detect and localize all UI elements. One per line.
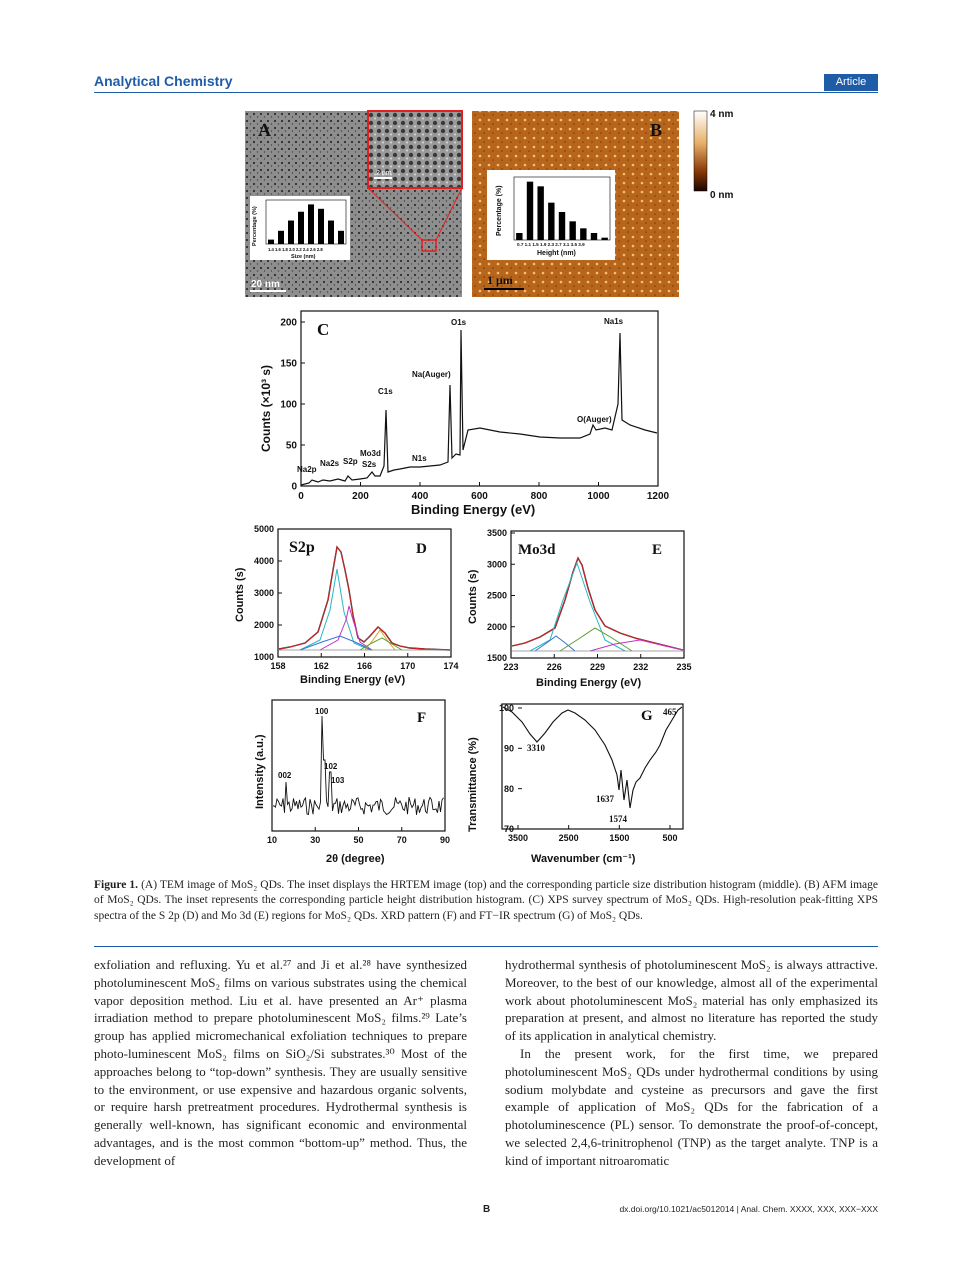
ftir-peak-465: 465 <box>663 707 677 717</box>
ftir-spectrum-line <box>503 707 682 808</box>
size-hist-bar <box>288 221 294 244</box>
y-tick-label: 150 <box>280 358 297 370</box>
body-paragraph: exfoliation and refluxing. Yu et al.²⁷ and Ji et al.²⁸ have synthesized photoluminescent MoS₂ films on various substrates using the chemical vapor deposition method. Liu et al. have presented an Ar⁺ plasma irradiation method to prepare photoluminescent MoS₂ films.²⁹ Late’s group has applied micromechanical exfoliation techniques to prepare photo-luminescent MoS₂ films on SiO₂/Si substrates.³⁰ Most of the approaches belong to “top-down” synthesis. They are usually sensitive to the environment, or use expensive and hazardous organic solvents, or require harsh pretreatment procedures. Hydrothermal synthesis is generally well-known, has significant economic and environmental advantages, and is the most common “bottom-up” method. Thus, the development of <box>94 957 467 1168</box>
x-tick-label: 232 <box>633 662 649 672</box>
size-hist-bar <box>298 212 304 244</box>
height-hist-bar <box>537 186 543 240</box>
x-tick-label: 0 <box>298 491 304 502</box>
caption-rule <box>94 946 878 947</box>
height-hist-bar <box>601 238 607 240</box>
journal-title: Analytical Chemistry <box>94 73 233 89</box>
xrd-peak-002: 002 <box>278 771 292 780</box>
article-type-badge: Article <box>824 74 878 91</box>
y-tick-label: 2000 <box>253 620 274 631</box>
y-tick-label: 3000 <box>486 559 507 570</box>
peak-na2s: Na2s <box>320 459 340 468</box>
x-tick-label: 166 <box>356 661 373 671</box>
panel-d-xlabel: Binding Energy (eV) <box>300 674 406 686</box>
colorbar-min: 0 nm <box>710 190 734 201</box>
x-tick-label: 1000 <box>587 491 610 502</box>
height-hist-bar <box>580 228 586 240</box>
body-paragraph: In the present work, for the first time, we prepared photoluminescent MoS₂ QDs under hydrothermal conditions by using sodium molybdate and cysteine as precursors and gave the first example of application of MoS₂ QDs for the fabrication of a photoluminescence (PL) sensor. To demonstrate the proof-of-concept, we selected 2,4,6-trinitrophenol (TNP) as the target analyte. TNP is a kind of important nitroaromatic <box>505 1045 878 1168</box>
colorbar-max: 4 nm <box>710 109 734 120</box>
height-hist-bar <box>548 203 554 240</box>
x-tick-label: 3500 <box>507 833 529 843</box>
y-tick-label: 80 <box>503 783 514 794</box>
figure-caption <box>94 878 878 924</box>
x-tick-label: 800 <box>530 491 548 502</box>
y-tick-label: 200 <box>280 317 297 329</box>
size-hist-bar <box>328 221 334 244</box>
y-tick-label: 50 <box>285 440 297 452</box>
height-hist-bar <box>516 233 522 240</box>
page-number: B <box>483 1204 491 1215</box>
size-hist-bar <box>308 204 314 244</box>
peak-o1s: O1s <box>451 318 467 327</box>
panel-a-letter: A <box>258 120 271 140</box>
height-hist-bar <box>591 233 597 240</box>
height-hist-bar <box>527 182 533 240</box>
x-tick-label: 30 <box>310 835 321 845</box>
peak-na2p: Na2p <box>297 465 317 474</box>
panel-f <box>254 700 450 865</box>
size-hist-ylabel: Percentage (%) <box>252 206 258 246</box>
x-tick-label: 223 <box>503 662 519 672</box>
peak-s2p: S2p <box>343 457 358 466</box>
size-hist-xlabel: Size (nm) <box>291 254 316 260</box>
panel-g-xlabel: Wavenumber (cm⁻¹) <box>531 853 636 865</box>
height-hist-cats: 0.7 1.1 1.5 1.9 2.3 2.7 3.1 3.5 3.9 <box>517 242 585 247</box>
body-paragraph: hydrothermal synthesis of photoluminescent MoS₂ is always attractive. Moreover, to the best of our knowledge, almost all of the experimental work about photoluminescent MoS₂ material has only emphasized its preparation at present, and almost no literature has reported the study of its application in analytical chemistry. <box>505 957 878 1044</box>
panel-e <box>467 528 692 689</box>
y-tick-label: 4000 <box>253 556 274 567</box>
x-tick-label: 200 <box>352 491 369 502</box>
y-tick-label: 70 <box>503 824 514 835</box>
panel-b-letter: B <box>650 120 663 140</box>
peak-na-auger: Na(Auger) <box>412 370 451 379</box>
x-tick-label: 10 <box>266 835 278 845</box>
y-tick-label: 0 <box>291 481 297 493</box>
footer-doi: dx.doi.org/10.1021/ac5012014 | Anal. Chem. XXXX, XXX, XXX−XXX <box>619 1204 878 1214</box>
y-tick-label: 3000 <box>253 588 274 599</box>
panel-c <box>259 311 670 517</box>
xrd-peak-100: 100 <box>315 707 329 716</box>
peak-c1s: C1s <box>378 387 393 396</box>
size-hist-bar <box>268 240 274 244</box>
peak-n1s: N1s <box>412 454 427 463</box>
x-tick-label: 174 <box>443 661 459 671</box>
size-hist-bar <box>318 209 324 244</box>
panel-g-ylabel: Transmittance (%) <box>467 737 479 832</box>
panel-f-xlabel: 2θ (degree) <box>326 853 385 865</box>
peak-mo3d: Mo3d <box>360 449 381 458</box>
panel-g <box>467 703 683 865</box>
body-right-column <box>505 956 878 1170</box>
y-tick-label: 100 <box>498 703 514 714</box>
height-hist-ylabel: Percentage (%) <box>496 185 503 236</box>
size-hist-bar <box>278 231 284 244</box>
panel-f-ylabel: Intensity (a.u.) <box>254 734 266 809</box>
x-tick-label: 226 <box>546 662 562 672</box>
size-hist-bar <box>338 231 344 244</box>
y-tick-label: 90 <box>503 743 514 754</box>
panel-e-letter: E <box>652 542 663 558</box>
panel-d-letter: D <box>416 541 427 557</box>
caption-text: (A) TEM image of MoS₂ QDs. The inset displays the HRTEM image (top) and the corresponding particle size distribution histogram (middle). (B) AFM image of MoS₂ QDs. The inset represents the corresponding particle height distribution histogram. (C) XPS survey spectrum of MoS₂ QDs. High-resolution peak-fitting XPS spectra of the S 2p (D) and Mo 3d (E) regions for MoS₂ QDs. XRD pattern (F) and FT−IR spectrum (G) of MoS₂ QDs. <box>94 879 878 922</box>
hrtem-scale: 2 nm <box>376 170 392 177</box>
panel-d <box>234 524 459 686</box>
panel-f-letter: F <box>417 710 427 726</box>
height-hist-bar <box>559 212 565 240</box>
x-tick-label: 229 <box>589 662 606 672</box>
tem-scale: 20 nm <box>251 279 280 290</box>
x-tick-label: 170 <box>400 661 416 671</box>
ftir-peak-1574: 1574 <box>609 814 627 824</box>
panel-e-ylabel: Counts (s) <box>467 569 479 624</box>
x-tick-label: 600 <box>471 491 488 502</box>
size-hist-cats: 1.4 1.6 1.8 2.0 2.2 2.4 2.6 2.8 <box>268 247 323 252</box>
panel-c-letter: C <box>317 320 330 339</box>
x-tick-label: 1500 <box>609 833 630 843</box>
x-tick-label: 70 <box>396 835 407 845</box>
panel-c-xlabel: Binding Energy (eV) <box>411 502 536 517</box>
ftir-peak-1637: 1637 <box>596 794 614 804</box>
x-tick-label: 50 <box>353 835 364 845</box>
x-tick-label: 158 <box>270 661 286 671</box>
height-colorbar <box>694 111 707 191</box>
height-hist-xlabel: Height (nm) <box>537 250 576 257</box>
panel-d-ylabel: Counts (s) <box>234 567 246 622</box>
y-tick-label: 1500 <box>486 653 507 664</box>
x-tick-label: 1200 <box>646 491 670 502</box>
x-tick-label: 90 <box>439 835 451 845</box>
x-tick-label: 500 <box>662 833 678 843</box>
y-tick-label: 3500 <box>486 528 507 539</box>
x-tick-label: 2500 <box>558 833 579 843</box>
y-tick-label: 100 <box>280 399 297 411</box>
x-tick-label: 162 <box>313 661 329 671</box>
xrd-peak-103: 103 <box>331 776 345 785</box>
caption-label: Figure 1. <box>94 879 139 891</box>
xrd-pattern-line <box>273 716 444 815</box>
height-hist-bar <box>569 221 575 240</box>
peak-o-auger: O(Auger) <box>577 415 612 424</box>
afm-scale: 1 μm <box>487 273 513 287</box>
body-left-column <box>94 956 467 1170</box>
y-tick-label: 2000 <box>486 621 507 632</box>
y-tick-label: 5000 <box>253 524 274 535</box>
peak-s2s: S2s <box>362 460 377 469</box>
panel-g-letter: G <box>641 708 653 724</box>
peak-na1s: Na1s <box>604 317 624 326</box>
xrd-peak-102: 102 <box>324 762 338 771</box>
panel-e-xlabel: Binding Energy (eV) <box>536 677 642 689</box>
y-tick-label: 1000 <box>253 652 274 663</box>
ftir-peak-3310: 3310 <box>527 743 545 753</box>
panel-b <box>472 109 733 297</box>
x-tick-label: 400 <box>411 491 429 502</box>
y-tick-label: 2500 <box>486 590 507 601</box>
panel-c-ylabel: Counts (×10³ s) <box>259 364 273 452</box>
panel-d-title: S2p <box>289 539 315 556</box>
x-tick-label: 235 <box>676 662 692 672</box>
panel-a <box>245 111 462 297</box>
panel-e-title: Mo3d <box>518 542 556 558</box>
